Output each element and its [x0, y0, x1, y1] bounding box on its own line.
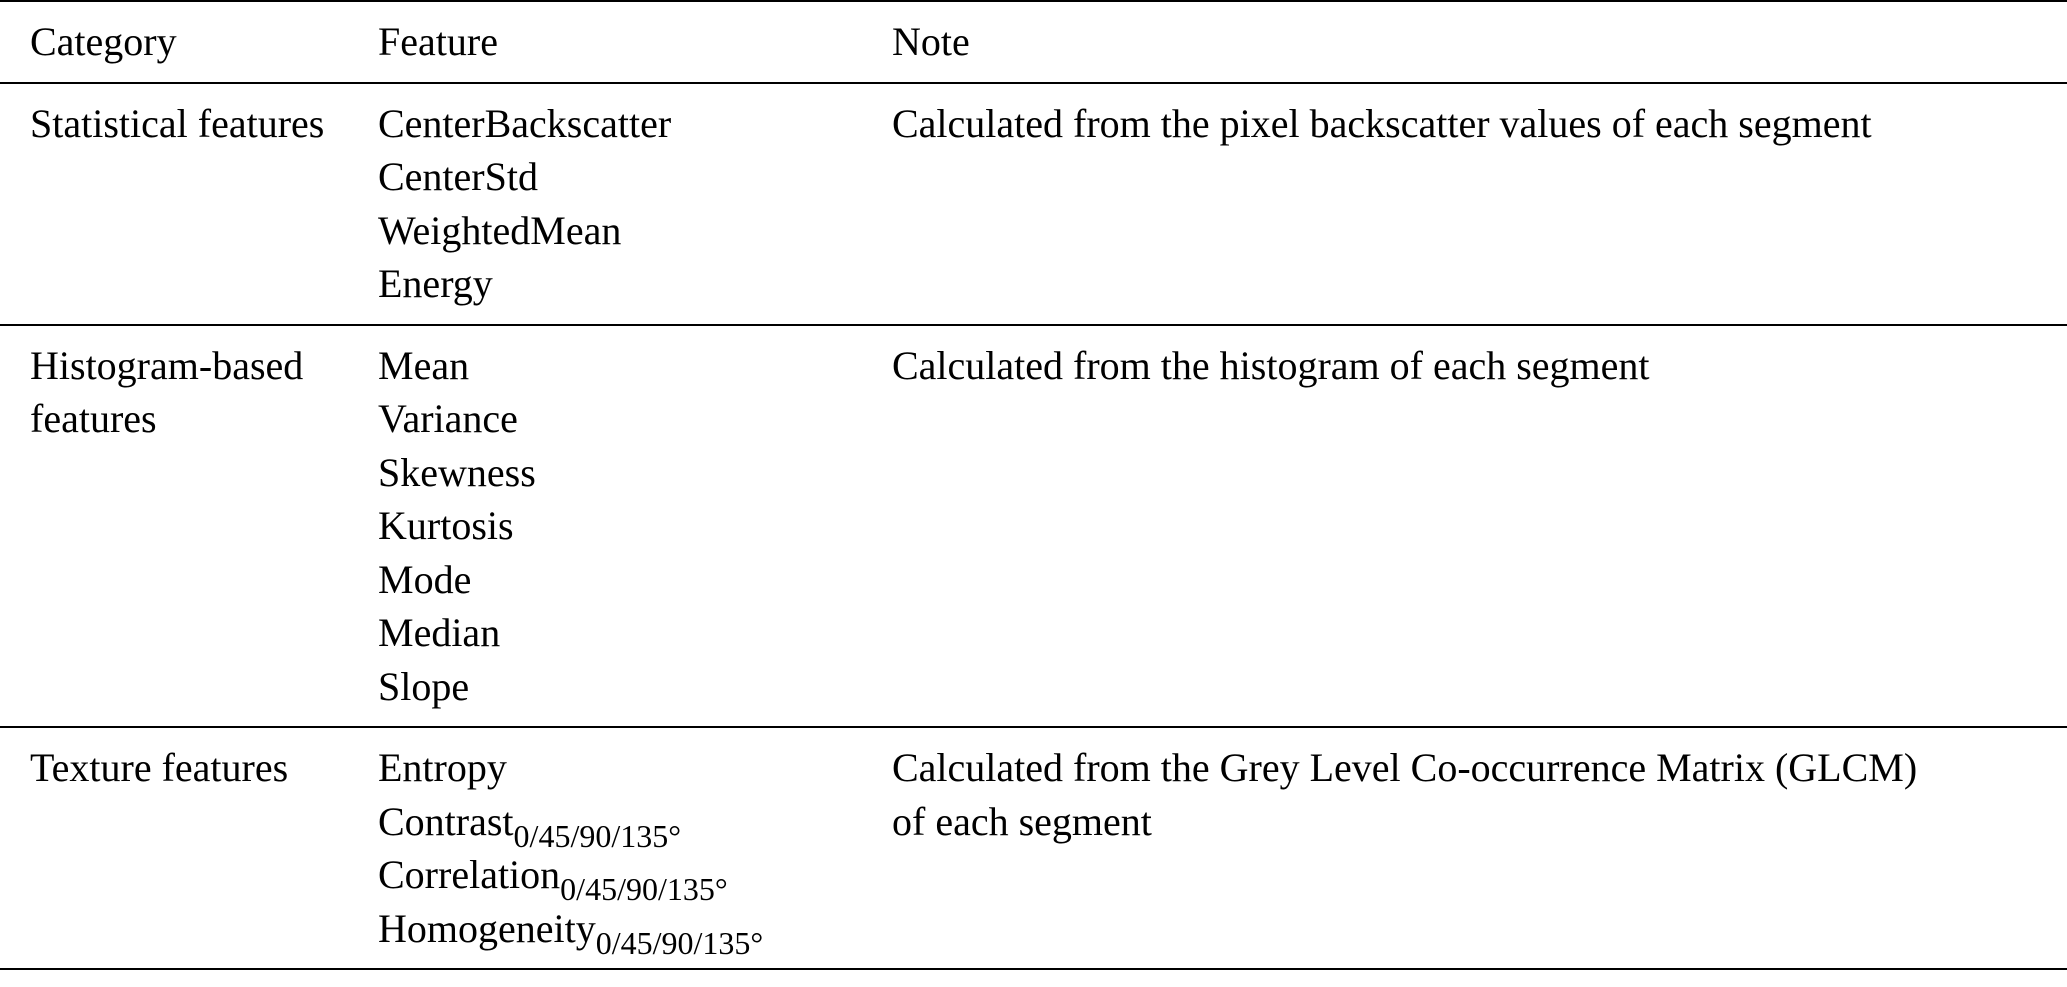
feature-name: Kurtosis — [378, 503, 514, 548]
feature-item — [378, 257, 892, 311]
note-text: Calculated from the histogram of each segment — [892, 342, 1650, 388]
table-row — [0, 325, 2067, 728]
feature-name: Mode — [378, 556, 472, 602]
note-text: of each segment — [892, 798, 1152, 844]
feature-name: WeightedMean — [378, 207, 622, 253]
category-text: features — [30, 396, 157, 441]
feature-name: Entropy — [378, 745, 507, 790]
feature-cell — [378, 727, 892, 969]
feature-item — [378, 204, 892, 258]
feature-item — [378, 553, 892, 607]
header-category: Category — [30, 19, 177, 64]
note-text: Calculated from the Grey Level Co-occurrence Matrix (GLCM) — [892, 745, 1918, 790]
header-feature: Feature — [378, 19, 498, 64]
note-cell — [892, 727, 2067, 969]
note-text: Calculated from the pixel backscatter values of each segment — [892, 100, 1872, 146]
category-text: Statistical features — [30, 100, 325, 146]
feature-angle-subscript: 0/45/90/135° — [595, 924, 764, 961]
feature-item — [378, 150, 892, 204]
feature-name: Skewness — [378, 449, 536, 495]
feature-name: Contrast — [378, 798, 514, 844]
feature-cell — [378, 325, 892, 728]
category-text: Texture features — [30, 745, 289, 790]
category-cell — [0, 325, 378, 728]
feature-item — [378, 339, 892, 393]
table-row — [0, 83, 2067, 325]
feature-item — [378, 446, 892, 500]
feature-angle-subscript: 0/45/90/135° — [513, 817, 682, 854]
feature-item — [378, 392, 892, 446]
category-cell — [0, 83, 378, 325]
category-cell — [0, 727, 378, 969]
note-cell — [892, 325, 2067, 728]
feature-item — [378, 606, 892, 660]
header-note: Note — [892, 19, 970, 64]
feature-angle-subscript: 0/45/90/135° — [560, 871, 728, 907]
feature-name: Energy — [378, 261, 493, 306]
feature-item — [378, 97, 892, 151]
table-row — [0, 727, 2067, 969]
feature-name: CenterBackscatter — [378, 100, 672, 146]
feature-name: Homogeneity — [378, 905, 596, 951]
feature-name: Variance — [378, 396, 518, 441]
note-cell — [892, 83, 2067, 325]
feature-name: Mean — [378, 342, 470, 388]
feature-item — [378, 741, 892, 795]
feature-name: Slope — [378, 663, 470, 709]
feature-item — [378, 795, 892, 854]
table-header — [0, 1, 2067, 83]
feature-name: Correlation — [378, 852, 561, 897]
feature-item — [378, 660, 892, 714]
feature-item — [378, 848, 892, 907]
feature-name: CenterStd — [378, 154, 538, 199]
category-text: Histogram-based — [30, 342, 304, 388]
feature-item — [378, 499, 892, 553]
table-body — [0, 83, 2067, 970]
feature-cell — [378, 83, 892, 325]
header-row — [0, 1, 2067, 83]
feature-item — [378, 902, 892, 961]
feature-name: Median — [378, 610, 501, 655]
